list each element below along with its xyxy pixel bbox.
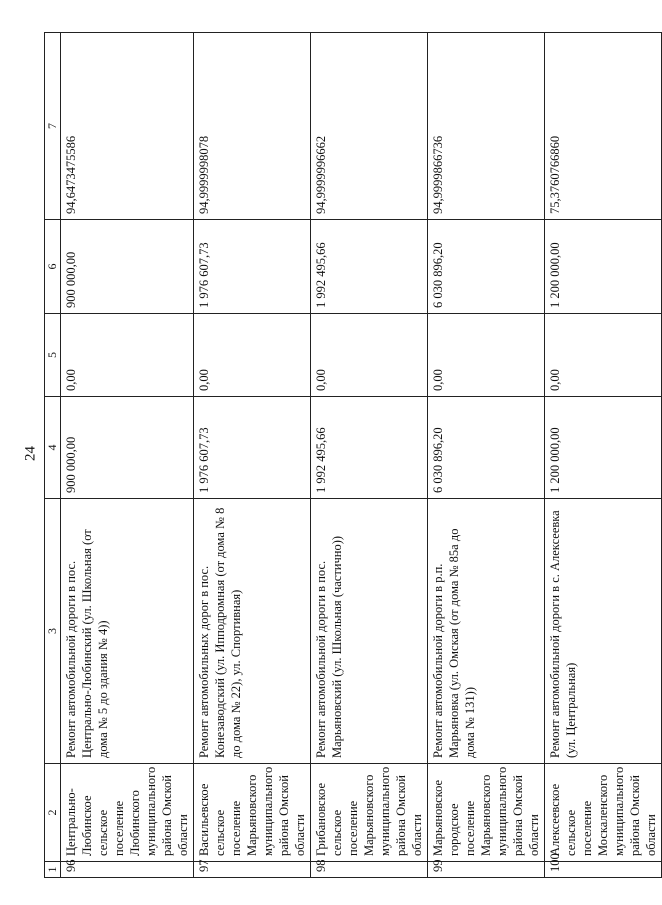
amount-cell: 900 000,00 [61, 397, 194, 499]
amount-cell: 1 200 000,00 [545, 220, 662, 314]
table-row [194, 33, 311, 878]
settlement-cell: Алексеевское сельское поселение Москаленского муниципального района Омской области [545, 764, 662, 862]
percent-cell: 94,9999998078 [194, 33, 311, 220]
percent-cell: 94,6473475586 [61, 33, 194, 220]
description-cell: Ремонт автомобильных дорог в пос. Конезаводский (ул. Ипподромная (от дома № 8 до дома № 22), ул. Спортивная) [194, 499, 311, 764]
page-number: 24 [22, 446, 39, 461]
amount-cell: 0,00 [194, 314, 311, 397]
row-number: 96 [61, 862, 194, 878]
amount-cell: 6 030 896,20 [428, 220, 545, 314]
header-cell: 2 [45, 764, 61, 862]
description-cell: Ремонт автомобильной дороги в р.п. Марьяновка (ул. Омская (от дома № 85а до дома № 131)) [428, 499, 545, 764]
row-number: 99 [428, 862, 545, 878]
table-row [61, 33, 194, 878]
amount-cell: 900 000,00 [61, 220, 194, 314]
settlement-cell: Васильевское сельское поселение Марьяновского муниципального района Омской области [194, 764, 311, 862]
amount-cell: 1 976 607,73 [194, 397, 311, 499]
row-number: 97 [194, 862, 311, 878]
amount-cell: 1 976 607,73 [194, 220, 311, 314]
amount-cell: 0,00 [545, 314, 662, 397]
settlement-cell: Марьяновское городское поселение Марьяновского муниципального района Омской области [428, 764, 545, 862]
table-row [545, 33, 662, 878]
header-cell: 4 [45, 397, 61, 499]
percent-cell: 94,9999996662 [311, 33, 428, 220]
settlement-cell: Центрально-Любинское сельское поселение Любинского муниципального района Омской области [61, 764, 194, 862]
table-row [428, 33, 545, 878]
description-cell: Ремонт автомобильной дороги в пос. Марьяновский (ул. Школьная (частично)) [311, 499, 428, 764]
amount-cell: 0,00 [61, 314, 194, 397]
row-number: 98 [311, 862, 428, 878]
description-cell: Ремонт автомобильной дороги в с. Алексеевка (ул. Центральная) [545, 499, 662, 764]
header-cell: 6 [45, 220, 61, 314]
amount-cell: 1 992 495,66 [311, 220, 428, 314]
header-cell: 3 [45, 499, 61, 764]
data-table [44, 32, 662, 878]
rotated-table-container [44, 33, 659, 878]
amount-cell: 1 992 495,66 [311, 397, 428, 499]
header-cell: 1 [45, 862, 61, 878]
header-cell: 5 [45, 314, 61, 397]
settlement-cell: Грибановское сельское поселение Марьяновского муниципального района Омской области [311, 764, 428, 862]
table-header-row [45, 33, 61, 878]
percent-cell: 75,3760766860 [545, 33, 662, 220]
percent-cell: 94,9999866736 [428, 33, 545, 220]
row-number: 100 [545, 862, 662, 878]
amount-cell: 0,00 [428, 314, 545, 397]
table-row [311, 33, 428, 878]
header-cell: 7 [45, 33, 61, 220]
amount-cell: 1 200 000,00 [545, 397, 662, 499]
description-cell: Ремонт автомобильной дороги в пос. Центрально-Любинский (ул. Школьная (от дома № 5 до здания № 4)) [61, 499, 194, 764]
amount-cell: 6 030 896,20 [428, 397, 545, 499]
amount-cell: 0,00 [311, 314, 428, 397]
